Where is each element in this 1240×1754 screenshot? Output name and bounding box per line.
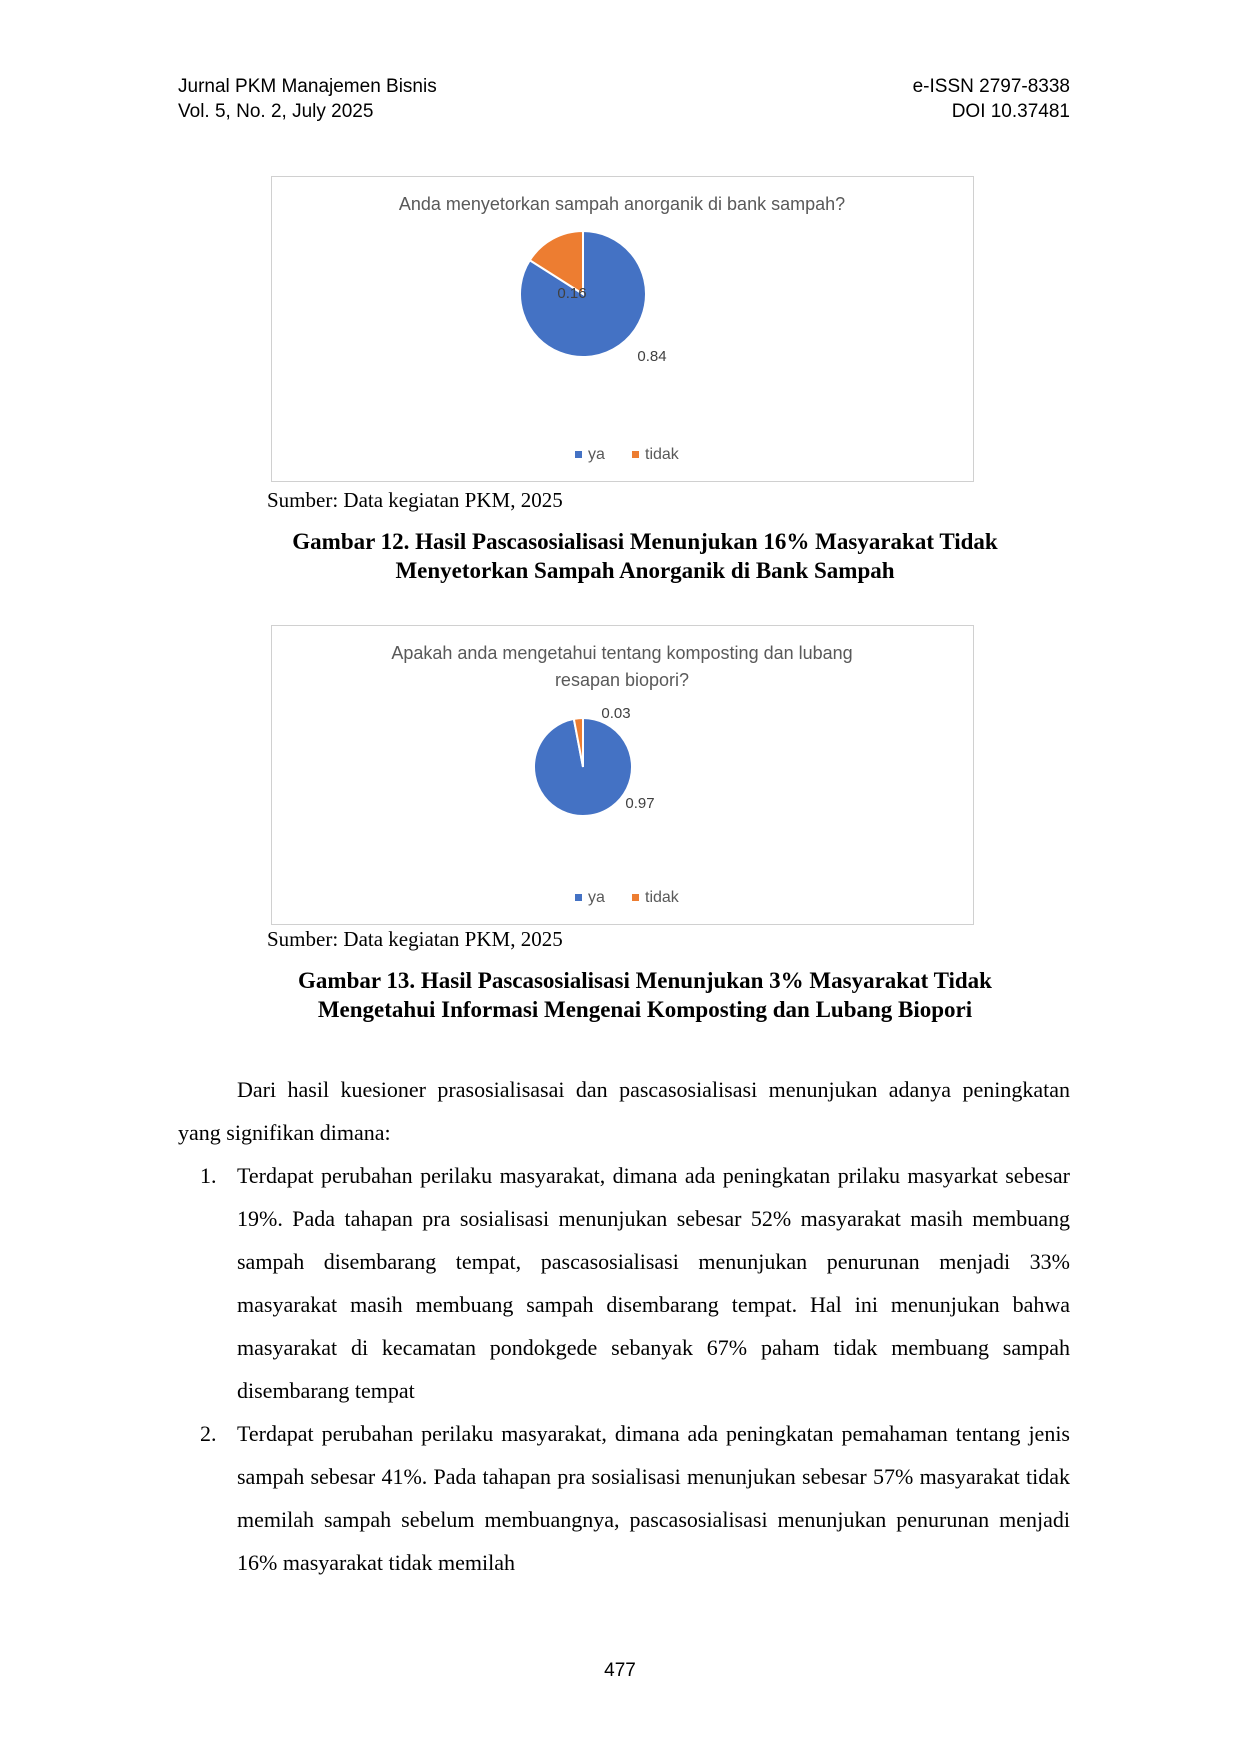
chart-title: Apakah anda mengetahui tentang komposting dan lubang <box>391 643 853 663</box>
data-label-ya: 0.84 <box>637 348 667 365</box>
list-number: 1. <box>200 1163 217 1188</box>
chart-title: Anda menyetorkan sampah anorganik di bank sampah? <box>398 194 846 214</box>
journal-volume: Vol. 5, No. 2, July 2025 <box>178 101 374 122</box>
legend-label-ya: ya <box>588 446 605 463</box>
journal-doi: DOI 10.37481 <box>951 101 1070 122</box>
caption-line: Gambar 12. Hasil Pascasosialisasi Menunjukan 16% Masyarakat Tidak <box>292 529 998 554</box>
findings-list <box>178 1154 1070 1584</box>
figure-caption <box>180 527 1110 585</box>
figure-caption <box>180 966 1110 1024</box>
list-item <box>178 1154 1070 1412</box>
figure-source: Sumber: Data kegiatan PKM, 2025 <box>267 927 563 951</box>
pie-slices <box>534 718 632 816</box>
journal-issn: e-ISSN 2797-8338 <box>912 76 1070 97</box>
chart-title: resapan biopori? <box>554 670 690 690</box>
page-number: 477 <box>604 1660 636 1681</box>
list-item <box>178 1412 1070 1584</box>
list-number: 2. <box>200 1421 217 1446</box>
data-label-tidak: 0.03 <box>601 705 631 722</box>
legend-label-tidak: tidak <box>645 889 679 906</box>
caption-line: Menyetorkan Sampah Anorganik di Bank Sampah <box>395 558 895 583</box>
data-label-ya: 0.97 <box>625 795 655 812</box>
journal-name: Jurnal PKM Manajemen Bisnis <box>178 76 437 97</box>
journal-header-right <box>913 74 1070 124</box>
legend-swatch-ya <box>575 894 582 901</box>
journal-header-left <box>178 74 437 124</box>
caption-line: Gambar 13. Hasil Pascasosialisasi Menunjukan 3% Masyarakat Tidak <box>298 968 992 993</box>
data-label-tidak: 0.16 <box>557 285 587 302</box>
pie-chart-svg <box>272 626 973 924</box>
legend-label-ya: ya <box>588 889 605 906</box>
pie-chart-figure-13 <box>271 625 974 925</box>
legend-swatch-ya <box>575 451 582 458</box>
legend-swatch-tidak <box>632 451 639 458</box>
pie-chart-figure-12 <box>271 176 974 482</box>
caption-line: Mengetahui Informasi Mengenai Komposting dan Lubang Biopori <box>317 997 973 1022</box>
list-item-text: Terdapat perubahan perilaku masyarakat, dimana ada peningkatan pemahaman tentang jenis sampah sebesar 41%. Pada tahapan pra sosialisasi menunjukan sebesar 57% masyarakat tidak memilah sampah sebelum membuangnya, pascasosialisasi menunjukan penurunan menjadi 16% masyarakat tidak memilah <box>237 1421 1070 1575</box>
pie-chart-svg <box>272 177 973 481</box>
figure-source: Sumber: Data kegiatan PKM, 2025 <box>267 488 563 512</box>
legend-swatch-tidak <box>632 894 639 901</box>
legend-label-tidak: tidak <box>645 446 679 463</box>
body-paragraph: Dari hasil kuesioner prasosialisasai dan pascasosialisasi menunjukan adanya peningkatan yang signifikan dimana: <box>178 1077 1070 1145</box>
list-item-text: Terdapat perubahan perilaku masyarakat, dimana ada peningkatan prilaku masyarkat sebesar 19%. Pada tahapan pra sosialisasi menunjukan sebesar 52% masyarakat masih membuang sampah disembarang tempat, pascasosialisasi menunjukan penurunan menjadi 33% masyarakat masih membuang sampah disembarang tempat. Hal ini menunjukan bahwa masyarakat di kecamatan pondokgede sebanyak 67% paham tidak membuang sampah disembarang tempat <box>237 1163 1070 1403</box>
